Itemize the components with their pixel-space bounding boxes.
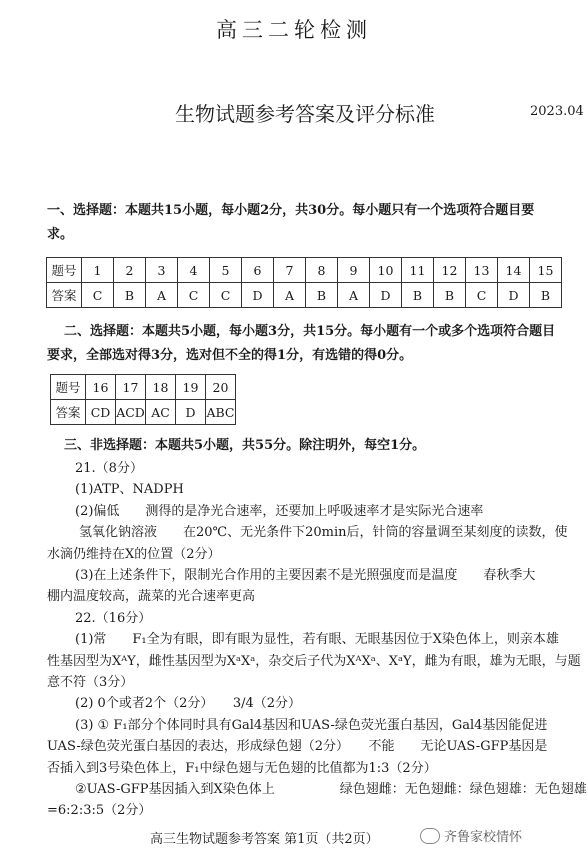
answer-cell: ACD <box>116 400 146 425</box>
watermark-text: 齐鲁家校情怀 <box>444 830 523 845</box>
answer-cell: B <box>530 283 562 308</box>
question-number: 7 <box>274 258 306 283</box>
section2-answer-table <box>50 374 236 425</box>
section1-heading-line2: 求。 <box>47 227 74 242</box>
q22-part3-cont: UAS-绿色荧光蛋白基因的表达，形成绿色翅（2分） 不能 无论UAS-GFP基因是 <box>47 739 548 755</box>
question-number: 14 <box>498 258 530 283</box>
answer-cell: C <box>82 283 114 308</box>
question-number: 19 <box>176 375 206 400</box>
answer-row <box>47 283 562 308</box>
question-number: 18 <box>146 375 176 400</box>
answer-cell: A <box>274 283 306 308</box>
q22-part1-cont: 性基因型为XᴬY，雌性基因型为XᵃXᵃ，杂交后子代为XᴬXᵃ、XᵃY，雌为有眼，雄为无眼，与题 <box>47 653 581 669</box>
question-number: 15 <box>530 258 562 283</box>
answer-cell: A <box>146 283 178 308</box>
q21-title: 21.（8分） <box>75 461 143 476</box>
question-number: 12 <box>434 258 466 283</box>
q21-part3: (3)在上述条件下，限制光合作用的主要因素不是光照强度而是温度 春秋季大 <box>75 568 536 583</box>
row-label-answer: 答案 <box>51 400 86 425</box>
question-number: 11 <box>402 258 434 283</box>
question-number: 9 <box>338 258 370 283</box>
q22-part3: (3) ① F₁部分个体同时具有Gal4基因和UAS-绿色荧光蛋白基因，Gal4基因能促进 <box>75 717 548 733</box>
question-number: 20 <box>206 375 236 400</box>
answer-cell: D <box>498 283 530 308</box>
question-number: 4 <box>178 258 210 283</box>
question-number: 1 <box>82 258 114 283</box>
exam-title: 高三二轮检测 <box>216 18 372 42</box>
watermark <box>420 826 522 845</box>
wechat-icon <box>420 828 440 844</box>
q22-part2: (2) 0个或者2个（2分） 3/4（2分） <box>75 696 302 712</box>
document-date: 2023.04 <box>530 104 584 119</box>
question-number: 5 <box>210 258 242 283</box>
answer-cell: C <box>178 283 210 308</box>
q21-part3-cont: 棚内温度较高，蔬菜的光合速率更高 <box>47 589 256 605</box>
question-number: 10 <box>370 258 402 283</box>
page-footer: 高三生物试题参考答案 第1页（共2页） <box>150 832 379 847</box>
answer-cell: D <box>242 283 274 308</box>
q22-part3-cont2: 否插入到3号染色体上，F₁中绿色翅与无色翅的比值都为1:3（2分） <box>47 760 437 776</box>
row-label-question: 题号 <box>51 375 86 400</box>
question-number: 3 <box>146 258 178 283</box>
answer-cell: A <box>338 283 370 308</box>
row-label-question: 题号 <box>47 258 82 283</box>
question-number: 17 <box>116 375 146 400</box>
q21-part2: (2)偏低 测得的是净光合速率，还要加上呼吸速率才是实际光合速率 <box>75 503 484 519</box>
answer-cell: B <box>402 283 434 308</box>
answer-cell: B <box>114 283 146 308</box>
section1-heading-line1: 一、选择题：本题共15小题，每小题2分，共30分。每小题只有一个选项符合题目要 <box>47 203 535 218</box>
row-label-answer: 答案 <box>47 283 82 308</box>
answer-cell: D <box>370 283 402 308</box>
q22-part1-cont2: 意不符（3分） <box>47 675 134 690</box>
answer-cell: D <box>176 400 206 425</box>
q22-part1: (1)常 F₁全为有眼，即有眼为显性，若有眼、无眼基因位于X染色体上，则亲本雄 <box>75 632 559 648</box>
question-number-row <box>47 258 562 283</box>
section2-heading-line1: 二、选择题：本题共5小题，每小题3分，共15分。每小题有一个或多个选项符合题目 <box>64 324 556 339</box>
answer-cell: ABC <box>206 400 236 425</box>
question-number: 13 <box>466 258 498 283</box>
answer-cell: AC <box>146 400 176 425</box>
answer-cell: CD <box>86 400 116 425</box>
q21-part2-cont2: 水滴仍维持在X的位置（2分） <box>47 546 221 562</box>
answer-cell: B <box>434 283 466 308</box>
question-number: 6 <box>242 258 274 283</box>
section1-answer-table <box>46 257 562 308</box>
question-number: 16 <box>86 375 116 400</box>
section3-heading: 三、非选择题：本题共5小题，共55分。除注明外，每空1分。 <box>64 438 426 453</box>
answer-cell: C <box>466 283 498 308</box>
q22-part3-sub2: ②UAS-GFP基因插入到X染色体上 绿色翅雌：无色翅雌：绿色翅雄：无色翅雄 <box>75 782 587 797</box>
answer-row <box>51 400 236 425</box>
document-subtitle: 生物试题参考答案及评分标准 <box>175 102 435 126</box>
question-number: 8 <box>306 258 338 283</box>
q22-part3-sub2-cont: =6:2:3:5（2分） <box>47 803 152 819</box>
question-number-row <box>51 375 236 400</box>
answer-cell: B <box>306 283 338 308</box>
q21-part1: (1)ATP、NADPH <box>75 482 184 498</box>
q22-title: 22.（16分） <box>75 610 152 626</box>
answer-cell: C <box>210 283 242 308</box>
section2-heading-line2: 要求，全部选对得3分，选对但不全的得1分，有选错的得0分。 <box>47 348 413 363</box>
question-number: 2 <box>114 258 146 283</box>
q21-part2-cont: 氢氧化钠溶液 在20℃、无光条件下20min后，针筒的容量调至某刻度的读数，使 <box>66 525 568 541</box>
